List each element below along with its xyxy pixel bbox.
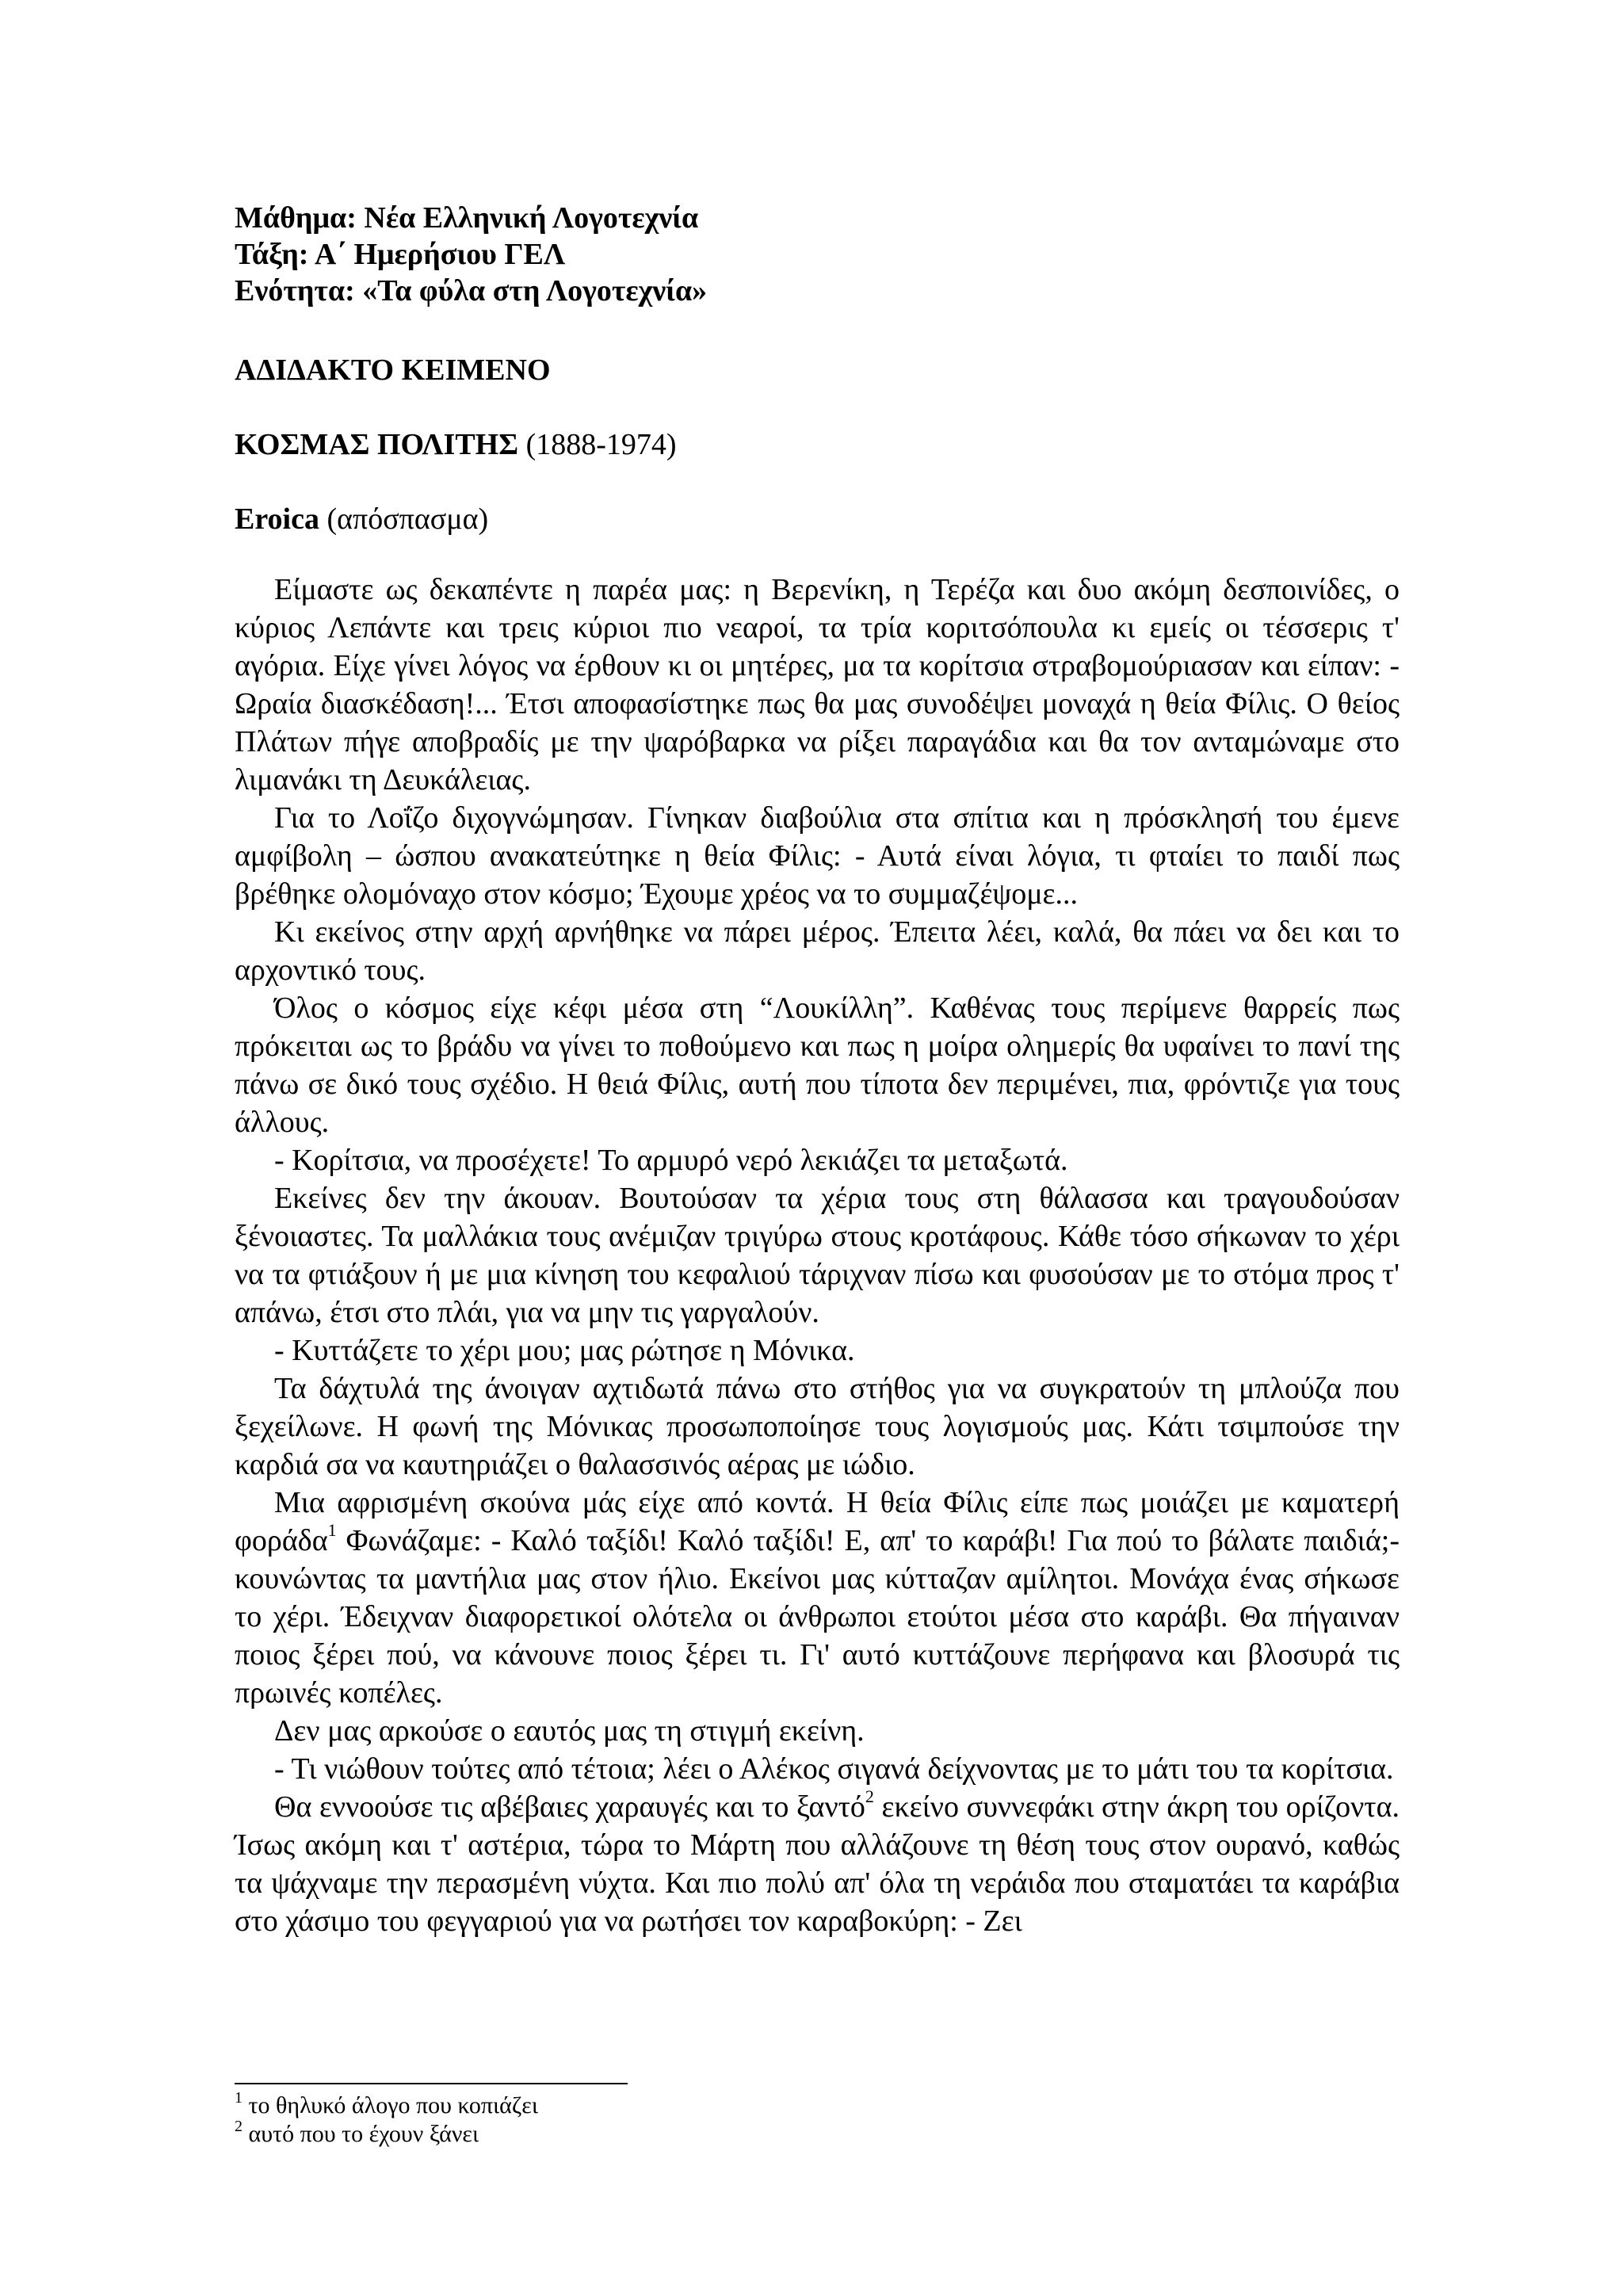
- course-line: Μάθημα: Νέα Ελληνική Λογοτεχνία: [235, 201, 699, 235]
- footnote-text: το θηλυκό άλογο που κοπιάζει: [248, 2092, 538, 2118]
- footnote-divider: [235, 2083, 628, 2084]
- paragraph: Κι εκείνος στην αρχή αρνήθηκε να πάρει μέρος. Έπειτα λέει, καλά, θα πάει να δει και το αρχοντικό τους.: [235, 915, 1400, 987]
- paragraph: - Τι νιώθουν τούτες από τέτοια; λέει ο Αλέκος σιγανά δείχνοντας με το μάτι του τα κορίτσια.: [274, 1752, 1394, 1786]
- paragraph: - Κυττάζετε το χέρι μου; μας ρώτησε η Μόνικα.: [274, 1334, 855, 1367]
- class-line: Τάξη: Α΄ Ημερήσιου ΓΕΛ: [235, 238, 566, 271]
- paragraph-with-footnote-2: [235, 1788, 1400, 1940]
- unit-line: Ενότητα: «Τα φύλα στη Λογοτεχνία»: [235, 274, 708, 308]
- excerpt-body: [235, 571, 1400, 1940]
- paragraph: - Κορίτσια, να προσέχετε! Το αρμυρό νερό λεκιάζει τα μεταξωτά.: [274, 1144, 1068, 1177]
- work-note: (απόσπασμα): [327, 502, 489, 536]
- author-name: ΚΟΣΜΑΣ ΠΟΛΙΤΗΣ: [235, 428, 519, 461]
- paragraph: Τα δάχτυλά της άνοιγαν αχτιδωτά πάνω στο στήθος για να συγκρατούν τη μπλούζα που ξεχείλωνε. Η φωνή της Μόνικας προσωποποίησε τους λογισμούς μας. Κάτι τσιμπούσε την καρδιά σα να καυτηριάζει ο θαλασσινός αέρας με ιώδιο.: [235, 1372, 1400, 1481]
- work-line: [235, 501, 488, 537]
- paragraph: Για το Λοΐζο διχογνώμησαν. Γίνηκαν διαβούλια στα σπίτια και η πρόσκλησή του έμενε αμφίβολη – ώσπου ανακατεύτηκε η θεία Φίλις: - Αυτά είναι λόγια, τι φταίει το παιδί πως βρέθηκε ολομόναχο στον κόσμο; Έχουμε χρέος να το συμμαζέψομε...: [235, 801, 1400, 911]
- paragraph-text: Φωνάζαμε: - Καλό ταξίδι! Καλό ταξίδι! Ε, απ' το καράβι! Για πού το βάλατε παιδιά;- κουνώντας τα μαντήλια μας στον ήλιο. Εκείνοι μας κύτταζαν αμίλητοι. Μονάχα ένας σήκωσε το χέρι. Έδειχναν διαφορετικοί ολότελα οι άνθρωποι ετούτοι μέσα στο καράβι. Θα πήγαιναν ποιος ξέρει πού, να κάνουνε ποιος ξέρει τι. Γι' αυτό κυττάζουνε περήφανα και βλοσυρά τις πρωινές κοπέλες.: [235, 1524, 1400, 1710]
- paragraph: Εκείνες δεν την άκουαν. Βουτούσαν τα χέρια τους στη θάλασσα και τραγουδούσαν ξένοιαστες. Τα μαλλάκια τους ανέμιζαν τριγύρω στους κροτάφους. Κάθε τόσο σήκωναν το χέρι να τα φτιάξουν ή με μια κίνηση του κεφαλιού τάριχναν πίσω και φυσούσαν με το στόμα προς τ' απάνω, έτσι στο πλάι, για να μην τις γαργαλούν.: [235, 1182, 1400, 1329]
- author-years: (1888-1974): [525, 428, 677, 461]
- author-line: [235, 426, 677, 463]
- work-title: Eroica: [235, 502, 319, 536]
- footnote-number: 2: [235, 2118, 242, 2135]
- footnote-mark: 2: [865, 1786, 874, 1807]
- footnote-text: αυτό που το έχουν ξάνει: [248, 2121, 479, 2147]
- footnote-number: 1: [235, 2089, 242, 2107]
- paragraph-text: εκείνο συννεφάκι στην άκρη του ορίζοντα. Ίσως ακόμη και τ' αστέρια, τώρα το Μάρτη που αλλάζουνε τη θέση τους στον ουρανό, καθώς τα ψάχναμε την περασμένη νύχτα. Και πιο πολύ απ' όλα τη νεράιδα που σταματάει τα καράβια στο χάσιμο του φεγγαριού για να ρωτήσει τον καραβοκύρη: - Ζει: [235, 1790, 1400, 1938]
- paragraph: Είμαστε ως δεκαπέντε η παρέα μας: η Βερενίκη, η Τερέζα και δυο ακόμη δεσποινίδες, ο κύριος Λεπάντε και τρεις κύριοι πιο νεαροί, τα τρία κοριτσόπουλα κι εμείς οι τέσσερις τ' αγόρια. Είχε γίνει λόγος να έρθουν κι οι μητέρες, μα τα κορίτσια στραβομούριασαν και είπαν: - Ωραία διασκέδαση!... Έτσι αποφασίστηκε πως θα μας συνοδέψει μοναχά η θεία Φίλις. Ο θείος Πλάτων πήγε αποβραδίς με την ψαρόβαρκα να ρίξει παραγάδια και θα τον ανταμώναμε στο λιμανάκι τη Δευκάλειας.: [235, 573, 1400, 797]
- footnote: [235, 2118, 479, 2148]
- paragraph-with-footnote-1: [235, 1484, 1400, 1712]
- paragraph-text: Θα εννοούσε τις αβέβαιες χαραυγές και το ξαντό: [274, 1790, 865, 1824]
- footnote: [235, 2089, 538, 2119]
- footnote-mark: 1: [327, 1520, 337, 1541]
- paragraph: Δεν μας αρκούσε ο εαυτός μας τη στιγμή εκείνη.: [274, 1714, 865, 1748]
- paragraph-text: Μια αφρισμένη σκούνα μάς είχε από κοντά. Η θεία Φίλις είπε πως μοιάζει με καματερή φοράδα: [235, 1486, 1400, 1557]
- section-label: ΑΔΙΔΑΚΤΟ ΚΕΙΜΕΝΟ: [235, 353, 551, 387]
- paragraph: Όλος ο κόσμος είχε κέφι μέσα στη “Λουκίλλη”. Καθένας τους περίμενε θαρρείς πως πρόκειται ως το βράδυ να γίνει το ποθούμενο και πως η μοίρα ολημερίς θα υφαίνει το πανί της πάνω σε δικό τους σχέδιο. Η θειά Φίλις, αυτή που τίποτα δεν περιμένει, πια, φρόντιζε για τους άλλους.: [235, 991, 1400, 1139]
